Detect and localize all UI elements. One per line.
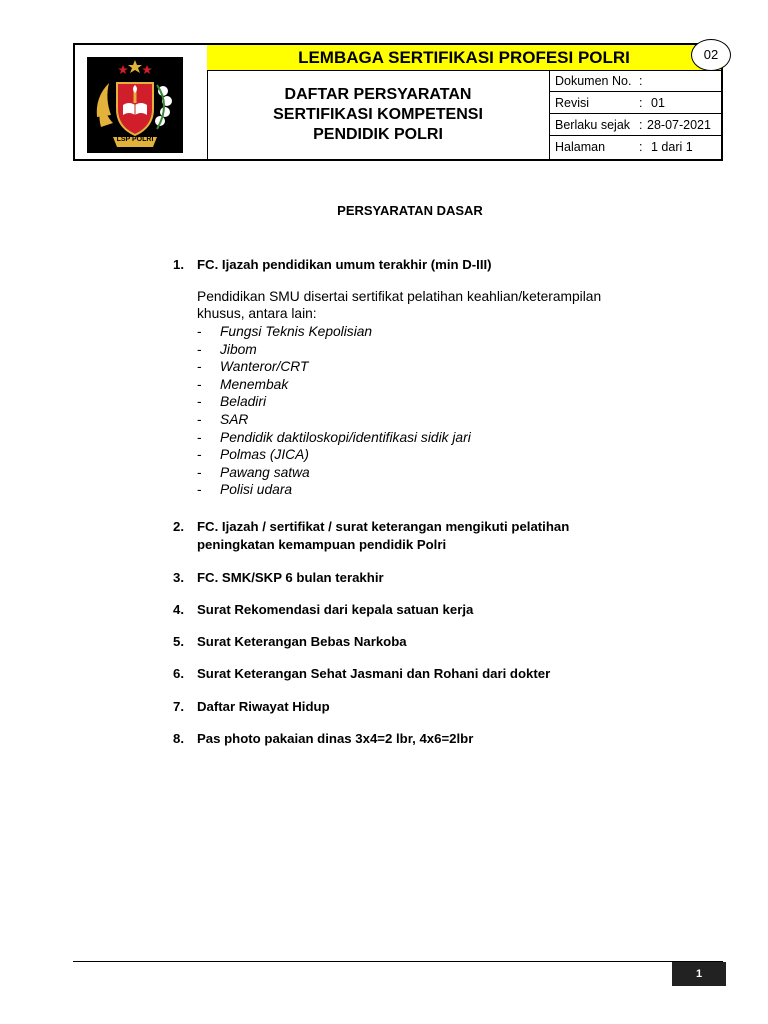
item-text: FC. Ijazah / sertifikat / surat keterangan mengikuti pelatihan peningkatan kemampuan pendidik Polri xyxy=(197,519,570,552)
meta-separator: : xyxy=(639,74,643,88)
page-number: 1 xyxy=(672,962,726,986)
meta-row-revision xyxy=(550,92,721,114)
meta-row-page xyxy=(550,136,721,159)
title-line: PENDIDIK POLRI xyxy=(313,125,443,143)
meta-label: Berlaku sejak xyxy=(555,118,631,132)
meta-separator: : xyxy=(639,118,643,132)
footer-divider xyxy=(73,961,723,962)
item-number: 5. xyxy=(173,634,184,649)
item-number: 7. xyxy=(173,699,184,714)
title-line: SERTIFIKASI KOMPETENSI xyxy=(273,105,483,123)
meta-value: 01 xyxy=(651,96,665,110)
document-title xyxy=(207,70,550,159)
item-text: Surat Rekomendasi dari kepala satuan kerja xyxy=(197,602,474,617)
item-text: Surat Keterangan Bebas Narkoba xyxy=(197,634,407,649)
title-line: DAFTAR PERSYARATAN xyxy=(284,85,472,103)
meta-row-effective-date xyxy=(550,114,721,136)
logo-cell xyxy=(75,45,208,159)
item-text: FC. Ijazah pendidikan umum terakhir (min D-III) xyxy=(197,257,492,272)
item-text: Pas photo pakaian dinas 3x4=2 lbr, 4x6=2lbr xyxy=(197,731,474,746)
organization-name: LEMBAGA SERTIFIKASI PROFESI POLRI xyxy=(298,48,630,67)
meta-separator: : xyxy=(639,96,643,110)
meta-label: Dokumen No. xyxy=(555,74,632,88)
meta-value: 1 dari 1 xyxy=(651,140,693,154)
meta-separator: : xyxy=(639,140,643,154)
meta-label: Revisi xyxy=(555,96,590,110)
item-text: Surat Keterangan Sehat Jasmani dan Rohani dari dokter xyxy=(197,666,551,681)
section-title: PERSYARATAN DASAR xyxy=(337,203,483,218)
item-number: 8. xyxy=(173,731,184,746)
item-description: Pendidikan SMU disertai sertifikat pelatihan keahlian/keterampilan khusus, antara lain: xyxy=(197,289,602,321)
document-code-badge: 02 xyxy=(691,39,731,71)
item-text: Daftar Riwayat Hidup xyxy=(197,699,330,714)
organization-title-bar xyxy=(207,45,721,71)
item-number: 4. xyxy=(173,602,184,617)
meta-label: Halaman xyxy=(555,140,606,154)
item-number: 6. xyxy=(173,666,184,681)
item-number: 1. xyxy=(173,257,184,272)
document-header xyxy=(73,43,723,161)
lsp-polri-logo xyxy=(87,57,183,153)
meta-value: 28-07-2021 xyxy=(647,118,711,132)
meta-row-document-no xyxy=(550,70,721,92)
item-number: 2. xyxy=(173,519,184,534)
document-meta-table xyxy=(550,70,721,159)
logo-ribbon-text: LSP POLRI xyxy=(116,136,154,143)
item-number: 3. xyxy=(173,570,184,585)
item-text: FC. SMK/SKP 6 bulan terakhir xyxy=(197,570,384,585)
